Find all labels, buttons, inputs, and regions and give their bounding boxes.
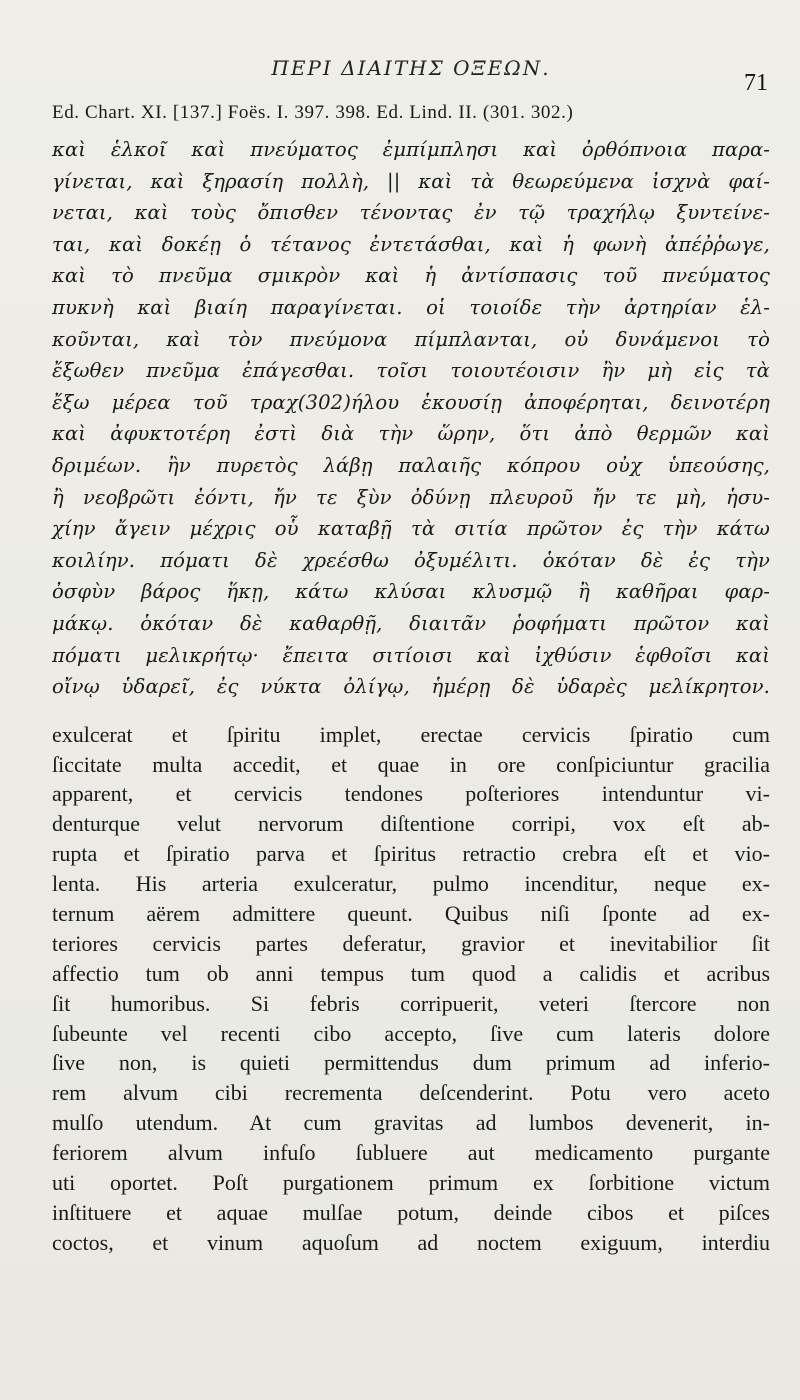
latin-line: ſive non, is quieti permittendus dum primum ad inferio- bbox=[52, 1050, 770, 1076]
greek-line: οἴνῳ ὑδαρεῖ, ἐς νύκτα ὀλίγῳ, ἡμέρῃ δὲ ὑδαρὲς μελίκρητον. bbox=[52, 675, 770, 699]
greek-line: ται, καὶ δοκέῃ ὁ τέτανος ἐντετάσθαι, καὶ ἡ φωνὴ ἀπέῤῥωγε, bbox=[52, 232, 770, 256]
running-head bbox=[52, 50, 770, 96]
page-number: 71 bbox=[744, 70, 768, 96]
greek-line: καὶ ἀφυκτοτέρη ἐστὶ διὰ τὴν ὥρην, ὅτι ἀπὸ θερμῶν καὶ bbox=[52, 422, 770, 446]
latin-line: ſiccitate multa accedit, et quae in ore conſpiciuntur gracilia bbox=[52, 751, 770, 777]
greek-line: κοῦνται, καὶ τὸν πνεύμονα πίμπλανται, οὐ δυνάμενοι τὸ bbox=[52, 327, 770, 351]
greek-line: γίνεται, καὶ ξηρασίη πολλὴ, || καὶ τὰ θεωρεύμενα ἰσχνὰ φαί- bbox=[52, 169, 770, 193]
latin-line: ſubeunte vel recenti cibo accepto, ſive cum lateris dolore bbox=[52, 1020, 770, 1046]
latin-line: lenta. His arteria exulceratur, pulmo incenditur, neque ex- bbox=[52, 871, 770, 897]
greek-line: ὀσφὺν βάρος ἥκῃ, κάτω κλύσαι κλυσμῷ ἢ καθῆραι φαρ- bbox=[52, 580, 770, 604]
latin-line: rupta et ſpiratio parva et ſpiritus retractio crebra eſt et vio- bbox=[52, 841, 770, 867]
latin-line: inſtituere et aquae mulſae potum, deinde cibos et piſces bbox=[52, 1199, 770, 1225]
greek-line: πυκνὴ καὶ βιαίη παραγίνεται. οἱ τοιοίδε τὴν ἀρτηρίαν ἑλ- bbox=[52, 295, 770, 319]
latin-line: feriorem alvum infuſo ſubluere aut medicamento purgante bbox=[52, 1140, 770, 1166]
greek-line: κοιλίην. πόματι δὲ χρεέσθω ὀξυμέλιτι. ὁκόταν δὲ ἐς τὴν bbox=[52, 548, 770, 572]
latin-line: exulcerat et ſpiritu implet, erectae cervicis ſpiratio cum bbox=[52, 721, 770, 747]
running-title: ΠΕΡΙ ΔΙΑΙΤΗΣ ΟΞΕΩΝ. bbox=[271, 56, 551, 80]
greek-line: νεται, καὶ τοὺς ὄπισθεν τένοντας ἐν τῷ τραχήλῳ ξυντείνε- bbox=[52, 201, 770, 225]
greek-line: πόματι μελικρήτῳ· ἔπειτα σιτίοισι καὶ ἰχθύσιν ἑφθοῖσι καὶ bbox=[52, 643, 770, 667]
greek-line: ἔξω μέρεα τοῦ τραχ(302)ήλου ἑκουσίῃ ἀποφέρηται, δεινοτέρη bbox=[52, 390, 770, 414]
latin-line: rem alvum cibi recrementa deſcenderint. Potu vero aceto bbox=[52, 1080, 770, 1106]
latin-line: ſit humoribus. Si febris corripuerit, veteri ſtercore non bbox=[52, 990, 770, 1016]
latin-line: uti oportet. Poſt purgationem primum ex ſorbitione victum bbox=[52, 1170, 770, 1196]
latin-line: teriores cervicis partes deferatur, gravior et inevitabilior ſit bbox=[52, 930, 770, 956]
greek-line: ἔξωθεν πνεῦμα ἐπάγεσθαι. τοῖσι τοιουτέοισιν ἢν μὴ εἰς τὰ bbox=[52, 359, 770, 383]
greek-line: ἢ νεοβρῶτι ἐόντι, ἤν τε ξὺν ὀδύνῃ πλευροῦ ἤν τε μὴ, ἡσυ- bbox=[52, 485, 770, 509]
greek-line: καὶ τὸ πνεῦμα σμικρὸν καὶ ἡ ἀντίσπασις τοῦ πνεύματος bbox=[52, 264, 770, 288]
latin-line: mulſo utendum. At cum gravitas ad lumbos devenerit, in- bbox=[52, 1110, 770, 1136]
edition-reference-line: Ed. Chart. XI. [137.] Foës. I. 397. 398. Ed. Lind. II. (301. 302.) bbox=[52, 102, 574, 123]
latin-line: affectio tum ob anni tempus tum quod a calidis et acribus bbox=[52, 960, 770, 986]
latin-line: denturque velut nervorum diſtentione corripi, vox eſt ab- bbox=[52, 811, 770, 837]
greek-text-block bbox=[52, 134, 770, 703]
latin-line: apparent, et cervicis tendones poſteriores intenduntur vi- bbox=[52, 781, 770, 807]
greek-line: χίην ἄγειν μέχρις οὗ καταβῇ τὰ σιτία πρῶτον ἐς τὴν κάτω bbox=[52, 517, 770, 541]
greek-line: δριμέων. ἢν πυρετὸς λάβῃ παλαιῆς κόπρου οὐχ ὑπεούσης, bbox=[52, 453, 770, 477]
greek-line: καὶ ἑλκοῖ καὶ πνεύματος ἐμπίμπλησι καὶ ὀρθόπνοια παρα- bbox=[52, 138, 770, 161]
latin-line: coctos, et vinum aquoſum ad noctem exiguum, interdiu bbox=[52, 1229, 770, 1255]
greek-line: μάκῳ. ὁκόταν δὲ καθαρθῇ, διαιτᾶν ῥοφήματι πρῶτον καὶ bbox=[52, 611, 770, 635]
latin-text-block bbox=[52, 720, 770, 1258]
latin-line: ternum aërem admittere queunt. Quibus niſi ſponte ad ex- bbox=[52, 901, 770, 927]
